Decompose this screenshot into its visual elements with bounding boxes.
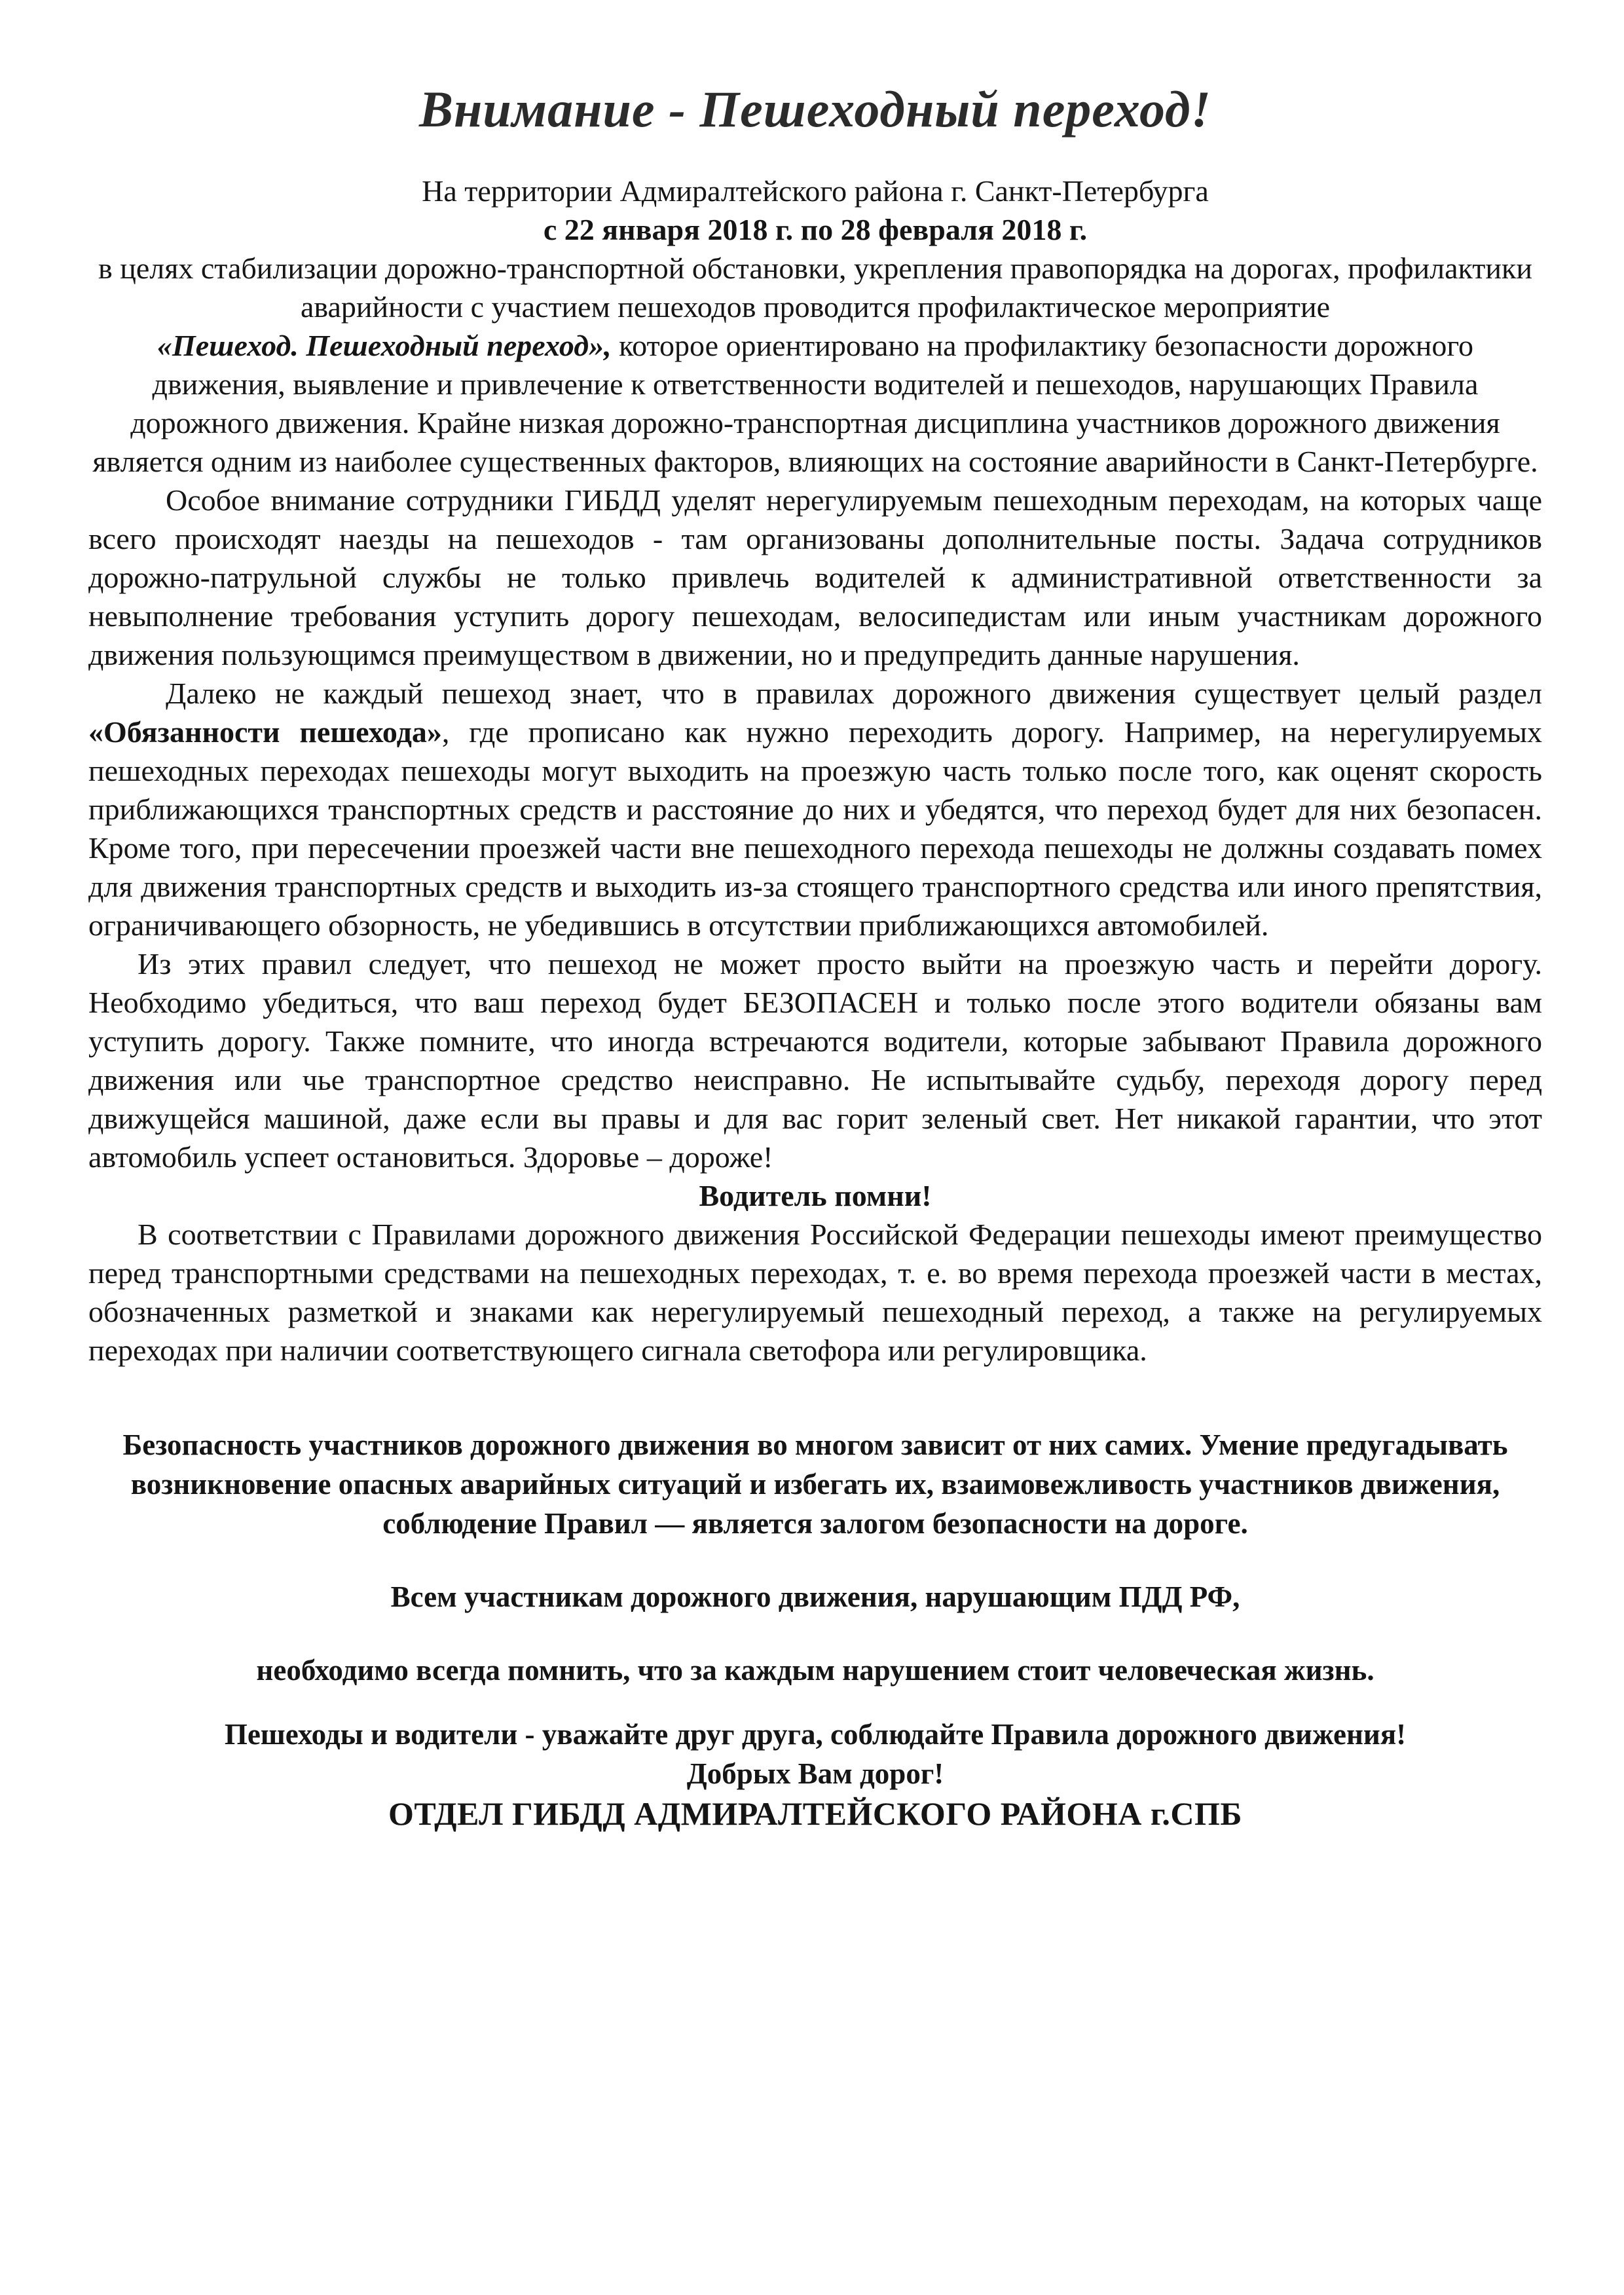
closing-remember: необходимо всегда помнить, что за каждым нарушением стоит человеческая жизнь. [256,1653,1375,1687]
intro-location: На территории Адмиралтейского района г. Санкт-Петербурга [422,174,1209,208]
spacer [88,1690,1542,1715]
spacer [88,1616,1542,1651]
paragraph-rules: Из этих правил следует, что пешеход не может просто выйти на проезжую часть и перейти дорогу. Необходимо убедиться, что ваш переход будет БЕЗОПАСЕН и только после этого водители обязаны вам уступить дорогу. Также помните, что иногда встречаются водители, которые забывают Правила дорожного движения или чье транспортное средство неисправно. Не испытывайте судьбу, переходя дорогу перед движущейся машиной, даже если вы правы и для вас горит зеленый свет. Нет никакой гарантии, что этот автомобиль успеет остановиться. Здоровье – дороже! [88,946,1542,1174]
intro-event-description: которое ориентировано на профилактику безопасности дорожного движения, выявление и привлечение к ответственности водителей и пешеходов, нарушающих Правила дорожного движения. Крайне низкая дорожно-транспортная дисциплина участников дорожного движения является одним из наиболее существенных факторов, влияющих на состояние аварийности в Санкт-Петербурге. [92,328,1538,478]
paragraph-gibdd: Особое внимание сотрудники ГИБДД уделят нерегулируемым пешеходным переходам, на которых чаще всего происходят наезды на пешеходов - там организованы дополнительные посты. Задача сотрудников дорожно-патрульной службы не только привлечь водителей к административной ответственности за невыполнение требования уступить дорогу пешеходам, велосипедистам или иным участникам дорожного движения пользующимся преимуществом в движении, но и предупредить данные нарушения. [88,483,1542,671]
intro-event-paragraph [88,326,1542,481]
notice-body [88,172,1542,1370]
event-name: «Пешеход. Пешеходный переход», [157,328,612,362]
closing-wish: Добрых Вам дорог! [686,1757,944,1790]
duties-intro: Далеко не каждый пешеход знает, что в правилах дорожного движения существует целый раздел [166,676,1542,710]
duties-description: , где прописано как нужно переходить дорогу. Например, на нерегулируемых пешеходных переходах пешеходы могут выходить на проезжую часть только после того, как оценят скорость приближающихся транспортных средств и расстояние до них и убедятся, что переход будет для них безопасен. Кроме того, при пересечении проезжей части вне пешеходного перехода пешеходы не должны создавать помех для движения транспортных средств и выходить из-за стоящего транспортного средства или иного препятствия, ограничивающего обзорность, не убедившись в отсутствии приближающихся автомобилей. [88,715,1542,942]
closing-section [88,1425,1542,1834]
duties-section-name: «Обязанности пешехода» [88,715,442,749]
paragraph-duties [88,674,1542,944]
intro-purpose: в целях стабилизации дорожно-транспортной обстановки, укрепления правопорядка на дорогах, профилактики аварийности с участием пешеходов проводится профилактическое мероприятие [98,251,1532,324]
spacer [88,1543,1542,1577]
closing-respect: Пешеходы и водители - уважайте друг друга, соблюдайте Правила дорожного движения! [224,1717,1407,1751]
page-title: Внимание - Пешеходный переход! [419,81,1211,138]
spacer [88,1370,1542,1425]
closing-safety: Безопасность участников дорожного движения во многом зависит от них самих. Умение предугадывать возникновение опасных аварийных ситуаций и избегать их, взаимовежливость участников движения, соблюдение Правил — является залогом безопасности на дороге. [122,1428,1508,1540]
intro-dates: с 22 января 2018 г. по 28 февраля 2018 г. [543,212,1088,246]
signature: ОТДЕЛ ГИБДД АДМИРАЛТЕЙСКОГО РАЙОНА г.СПБ [388,1795,1242,1832]
driver-heading: Водитель помни! [699,1178,932,1212]
paragraph-driver: В соответствии с Правилами дорожного движения Российской Федерации пешеходы имеют преимущество перед транспортными средствами на пешеходных переходах, т. е. во время перехода проезжей части в местах, обозначенных разметкой и знаками как нерегулируемый пешеходный переход, а также на регулируемых переходах при наличии соответствующего сигнала светофора или регулировщика. [88,1217,1542,1367]
closing-all-participants: Всем участникам дорожного движения, нарушающим ПДД РФ, [390,1580,1240,1613]
